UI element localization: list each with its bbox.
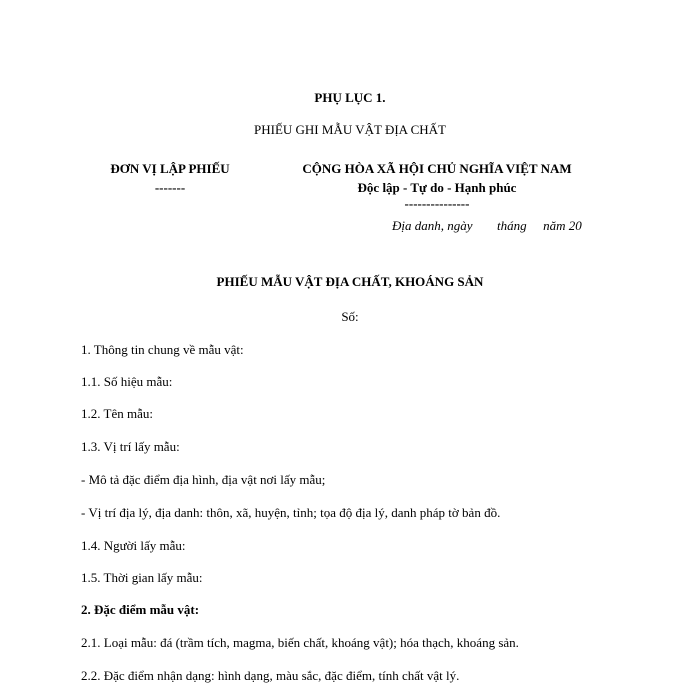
date-place-line (392, 218, 582, 234)
date-place: Địa danh, (392, 218, 444, 233)
unit-label: ĐƠN VỊ LẬP PHIẾU (110, 161, 230, 176)
country-name: CỘNG HÒA XÃ HỘI CHỦ NGHĨA VIỆT NAM (302, 161, 572, 176)
motto-dashes: --------------- (404, 196, 470, 211)
section-2-heading: 2. Đặc điểm mẫu vật: (81, 602, 200, 617)
date-day: ngày (447, 218, 473, 233)
collection-time-line: 1.5. Thời gian lấy mẫu: (81, 570, 203, 585)
unit-dashes: ------- (154, 180, 186, 195)
identification-features-line: 2.2. Đặc điểm nhận dạng: hình dạng, màu sắc, đặc điểm, tính chất vật lý. (81, 668, 460, 683)
national-motto: Độc lập - Tự do - Hạnh phúc (357, 180, 517, 195)
appendix-title: PHỤ LỤC 1. (314, 90, 386, 105)
number-label: Số: (341, 309, 359, 324)
geographic-location-line: - Vị trí địa lý, địa danh: thôn, xã, huyện, tỉnh; tọa độ địa lý, danh pháp tờ bản đồ. (81, 505, 501, 520)
section-1-heading: 1. Thông tin chung về mẫu vật: (81, 342, 244, 357)
sample-location-line: 1.3. Vị trí lấy mẫu: (81, 439, 180, 454)
sheet-title: PHIẾU MẪU VẬT ĐỊA CHẤT, KHOÁNG SẢN (216, 274, 484, 289)
form-title: PHIẾU GHI MẪU VẬT ĐỊA CHẤT (254, 122, 446, 137)
terrain-description-line: - Mô tả đặc điểm địa hình, địa vật nơi lấy mẫu; (81, 472, 326, 487)
sample-type-line: 2.1. Loại mẫu: đá (trầm tích, magma, biến chất, khoáng vật); hóa thạch, khoáng sản. (81, 635, 519, 650)
collector-line: 1.4. Người lấy mẫu: (81, 538, 186, 553)
date-month: tháng (497, 218, 527, 233)
date-year: năm 20 (543, 218, 582, 233)
sample-name-line: 1.2. Tên mẫu: (81, 406, 153, 421)
sample-id-line: 1.1. Số hiệu mẫu: (81, 374, 173, 389)
